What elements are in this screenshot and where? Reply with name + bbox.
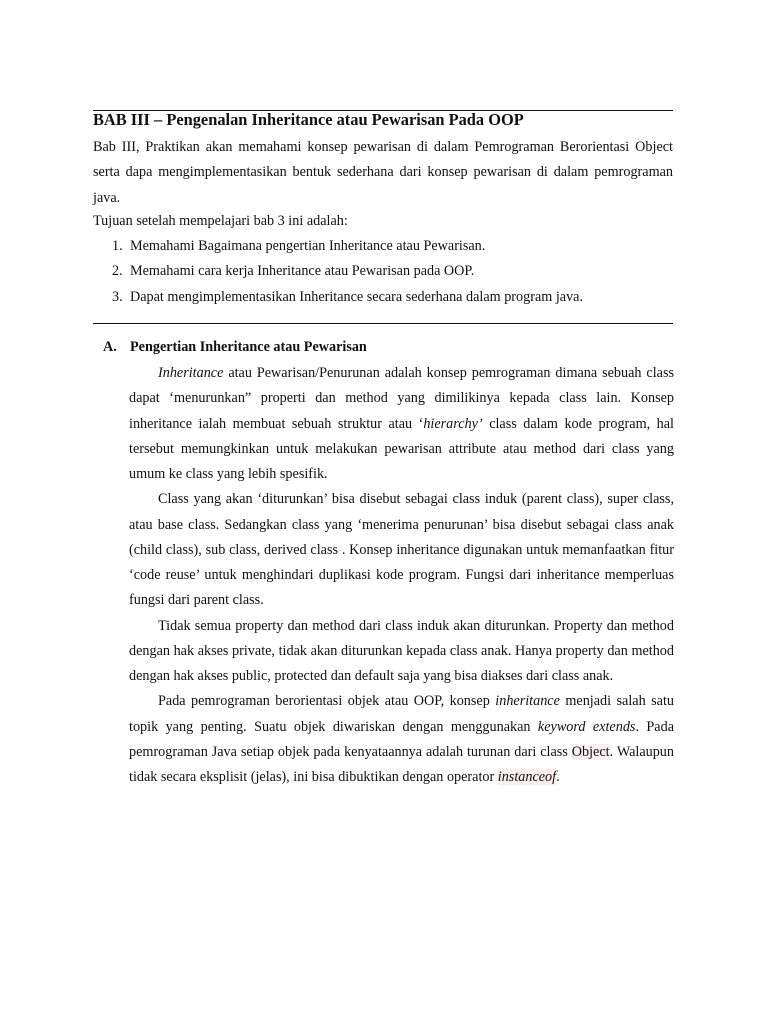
goals-lead: Tujuan setelah mempelajari bab 3 ini adalah:	[93, 213, 348, 229]
body-paragraph	[129, 689, 674, 790]
paragraph-text: atau Pewarisan/Penurunan adalah konsep pemrograman dimana sebuah class dapat ‘menurunkan” properti dan method yang dimilikinya kepada class lain. Konsep inheritance ialah membuat sebuah struktur atau ‘	[129, 365, 674, 432]
body-paragraph: Tidak semua property dan method dari class induk akan diturunkan. Property dan method dengan hak akses private, tidak akan diturunkan kepada class anak. Hanya property dan method dengan hak akses public, protected dan default saja yang bisa diakses dari class anak.	[129, 617, 674, 684]
section-body	[129, 361, 674, 790]
section-heading	[103, 335, 367, 360]
term-hierarchy: hierarchy’	[423, 415, 483, 432]
list-item	[93, 234, 673, 259]
list-number: 2.	[112, 263, 123, 280]
term-inheritance: Inheritance	[158, 365, 224, 381]
paragraph-text: . Pada pemrograman Java setiap objek pada kenyataannya adalah turunan dari class	[129, 718, 674, 760]
intro-paragraph: Bab III, Praktikan akan memahami konsep pewarisan di dalam Pemrograman Berorientasi Object serta dapa mengimplementasikan bentuk sederhana dari konsep pewarisan di dalam pemrograman java.	[93, 139, 673, 206]
body-paragraph: Class yang akan ‘diturunkan’ bisa disebut sebagai class induk (parent class), super class, atau base class. Sedangkan class yang ‘menerima penurunan’ bisa disebut sebagai class anak (child class), sub class, derived class . Konsep inheritance digunakan untuk memanfaatkan fitur ‘code reuse’ untuk menghindari duplikasi kode program. Fungsi dari inheritance memperluas fungsi dari parent class.	[129, 491, 674, 609]
list-number: 1.	[112, 238, 123, 254]
paragraph-text: . Walaupun tidak secara eksplisit (jelas), ini bisa dibuktikan dengan operator	[129, 743, 674, 785]
list-text: Dapat mengimplementasikan Inheritance secara sederhana dalam program java.	[130, 288, 584, 305]
paragraph-text: Pada pemrograman berorientasi objek atau OOP, konsep	[158, 693, 496, 710]
chapter-title: BAB III – Pengenalan Inheritance atau Pewarisan Pada OOP	[93, 110, 524, 129]
term-inheritance: inheritance	[495, 693, 560, 710]
list-text: Memahami cara kerja Inheritance atau Pewarisan pada OOP.	[130, 263, 475, 280]
section-letter: A.	[103, 339, 117, 355]
list-text: Memahami Bagaimana pengertian Inheritance atau Pewarisan.	[130, 238, 486, 254]
list-item	[93, 259, 673, 284]
code-instanceof: instanceof	[497, 769, 557, 785]
section-title: Pengertian Inheritance atau Pewarisan	[130, 339, 367, 355]
paragraph-text: class dalam kode program, hal tersebut memungkinkan untuk melakukan pewarisan attribute atau method dari class yang umum ke class yang lebih spesifik.	[129, 415, 674, 482]
list-number: 3.	[112, 288, 123, 305]
paragraph-text: menjadi salah satu topik yang penting. Suatu objek diwariskan dengan menggunakan	[129, 693, 674, 735]
goals-list	[93, 234, 673, 310]
code-object: Object	[571, 743, 610, 760]
list-item	[93, 285, 673, 310]
paragraph-text: .	[556, 769, 560, 785]
term-keyword-extends: keyword extends	[537, 718, 636, 735]
body-paragraph	[129, 361, 674, 487]
section-rule	[93, 323, 673, 324]
